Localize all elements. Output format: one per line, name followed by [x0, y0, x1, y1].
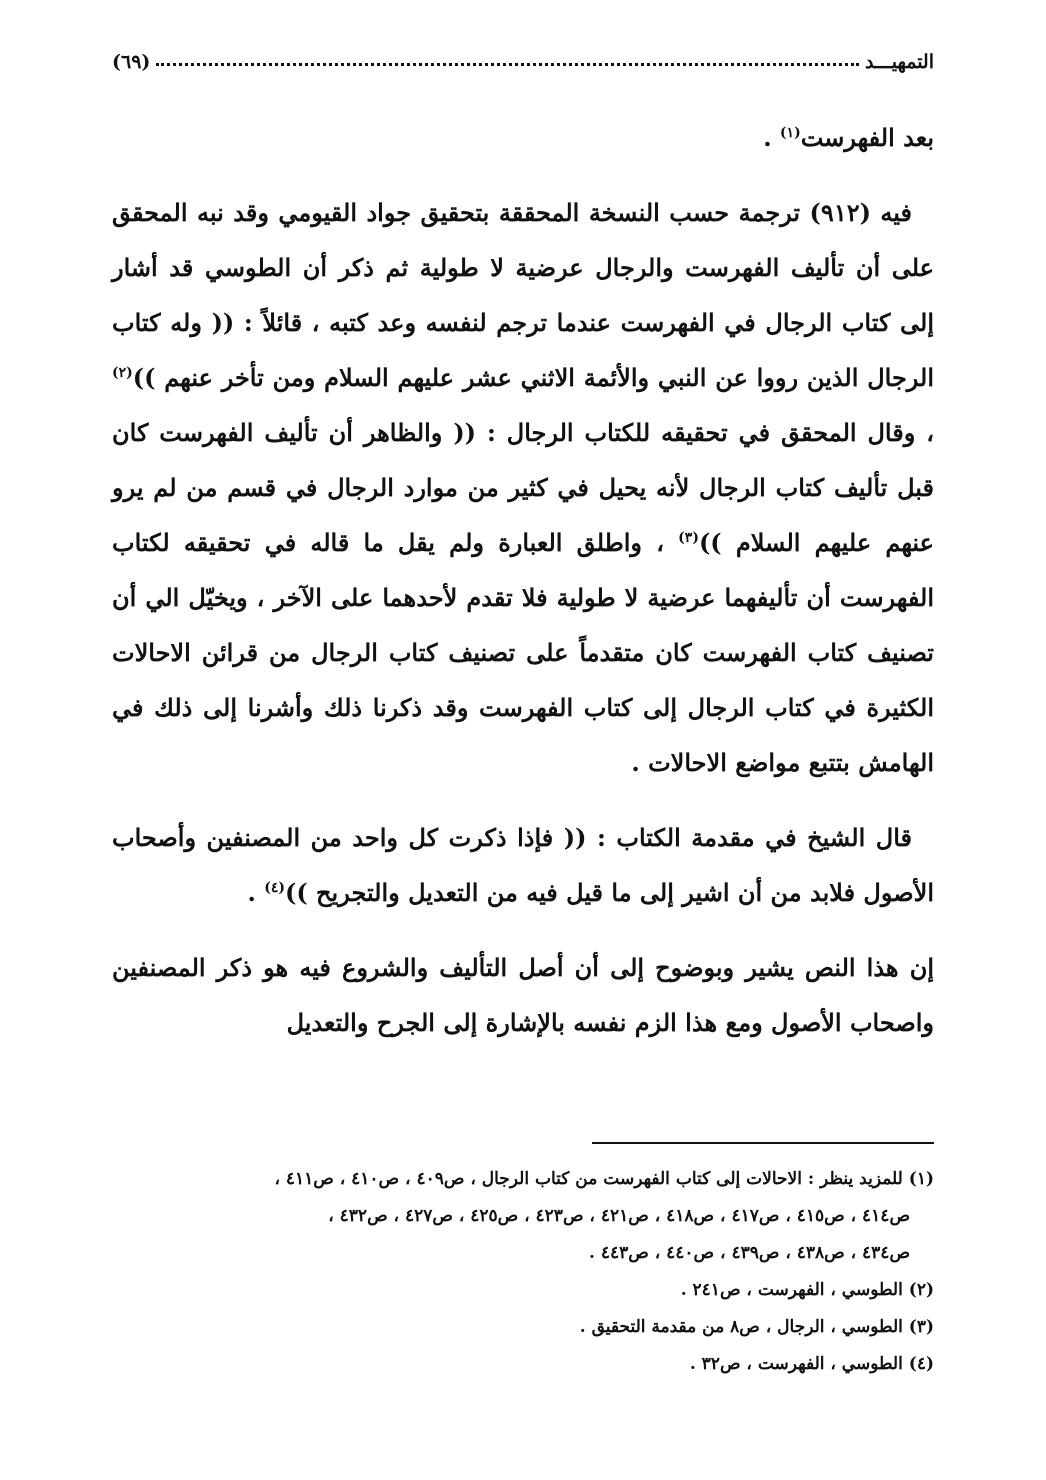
footnote-1-continuation: ص٤٣٤ ، ص٤٣٨ ، ص٤٣٩ ، ص٤٤٠ ، ص٤٤٣ . — [589, 1243, 910, 1263]
footnotes — [112, 1161, 934, 1383]
paragraph-text: فيه (٩١٢) ترجمة حسب النسخة المحققة بتحقيق جواد القيومي وقد نبه المحقق على أن تأليف الفهرست والرجال عرضية لا طولية ثم ذكر أن الطوسي قد أشار إلى كتاب الرجال في الفهرست عندما ترجم لنفسه وعد كتبه ، قائلاً : (( وله كتاب الرجال الذين رووا عن النبي والأئمة الاثني عشر عليهم السلام ومن تأخر عنهم )) — [112, 198, 934, 392]
paragraph-text: قال الشيخ في مقدمة الكتاب : (( فإذا ذكرت كل واحد من المصنفين وأصحاب الأصول فلابد من أن اشير إلى ما قيل فيه من التعديل والتجريح )) — [112, 823, 934, 907]
paragraph — [112, 185, 934, 790]
header-title: التمهيـــد — [865, 51, 934, 73]
main-text — [112, 110, 934, 1050]
footnote-3: (٣) الطوسي ، الرجال ، ص٨ من مقدمة التحقيق . — [579, 1317, 934, 1337]
paragraph-text: ، وقال المحقق في تحقيقه للكتاب الرجال : (( والظاهر أن تأليف الفهرست كان قبل تأليف كتاب الرجال لأنه يحيل في كثير من موارد الرجال في قسم من لم يرو عنهم عليهم السلام )) — [112, 418, 934, 557]
running-header — [112, 44, 934, 72]
footnote-separator — [592, 1142, 934, 1144]
footnote-2: (٢) الطوسي ، الفهرست ، ص٢٤١ . — [680, 1280, 934, 1300]
paragraph-text: إن هذا النص يشير وبوضوح إلى أن أصل التأليف والشروع فيه هو ذكر المصنفين واصحاب الأصول ومع هذا الزم نفسه بالإشارة إلى الجرح والتعديل — [112, 953, 935, 1037]
page-number: (٦٩) — [112, 51, 151, 73]
footnote-ref: (٢) — [112, 365, 133, 381]
footnote-4: (٤) الطوسي ، الفهرست ، ص٣٢ . — [689, 1354, 934, 1374]
paragraph-text: ، واطلق العبارة ولم يقل ما قاله في تحقيقه لكتاب الفهرست أن تأليفهما عرضية لا طولية فلا تقدم لأحدهما على الآخر ، ويخيّل الي أن تصنيف كتاب الفهرست كان متقدماً على تصنيف كتاب الرجال من قرائن الاحالات الكثيرة في كتاب الرجال إلى كتاب الفهرست وقد ذكرنا ذلك وأشرنا إلى ذلك في الهامش بتتبع مواضع الاحالات . — [112, 528, 934, 777]
footnote-1: (١) للمزيد ينظر : الاحالات إلى كتاب الفهرست من كتاب الرجال ، ص٤٠٩ ، ص٤١٠ ، ص٤١١ ، — [274, 1169, 934, 1189]
footnote-ref: (٣) — [678, 530, 699, 546]
header-dot-leader — [156, 63, 859, 66]
paragraph-text: . — [247, 878, 265, 907]
footnote-ref: (١) — [779, 125, 801, 141]
footnote-ref: (٤) — [264, 880, 285, 896]
paragraph-text: بعد الفهرست — [800, 123, 934, 152]
paragraph-text: . — [763, 123, 780, 152]
footnote-1-continuation: ص٤١٤ ، ص٤١٥ ، ص٤١٧ ، ص٤١٨ ، ص٤٢١ ، ص٤٢٣ ، ص٤٢٥ ، ص٤٢٧ ، ص٤٣٢ ، — [328, 1206, 910, 1226]
paragraph-continuation — [112, 110, 934, 165]
paragraph — [112, 940, 934, 1050]
paragraph — [112, 810, 934, 920]
